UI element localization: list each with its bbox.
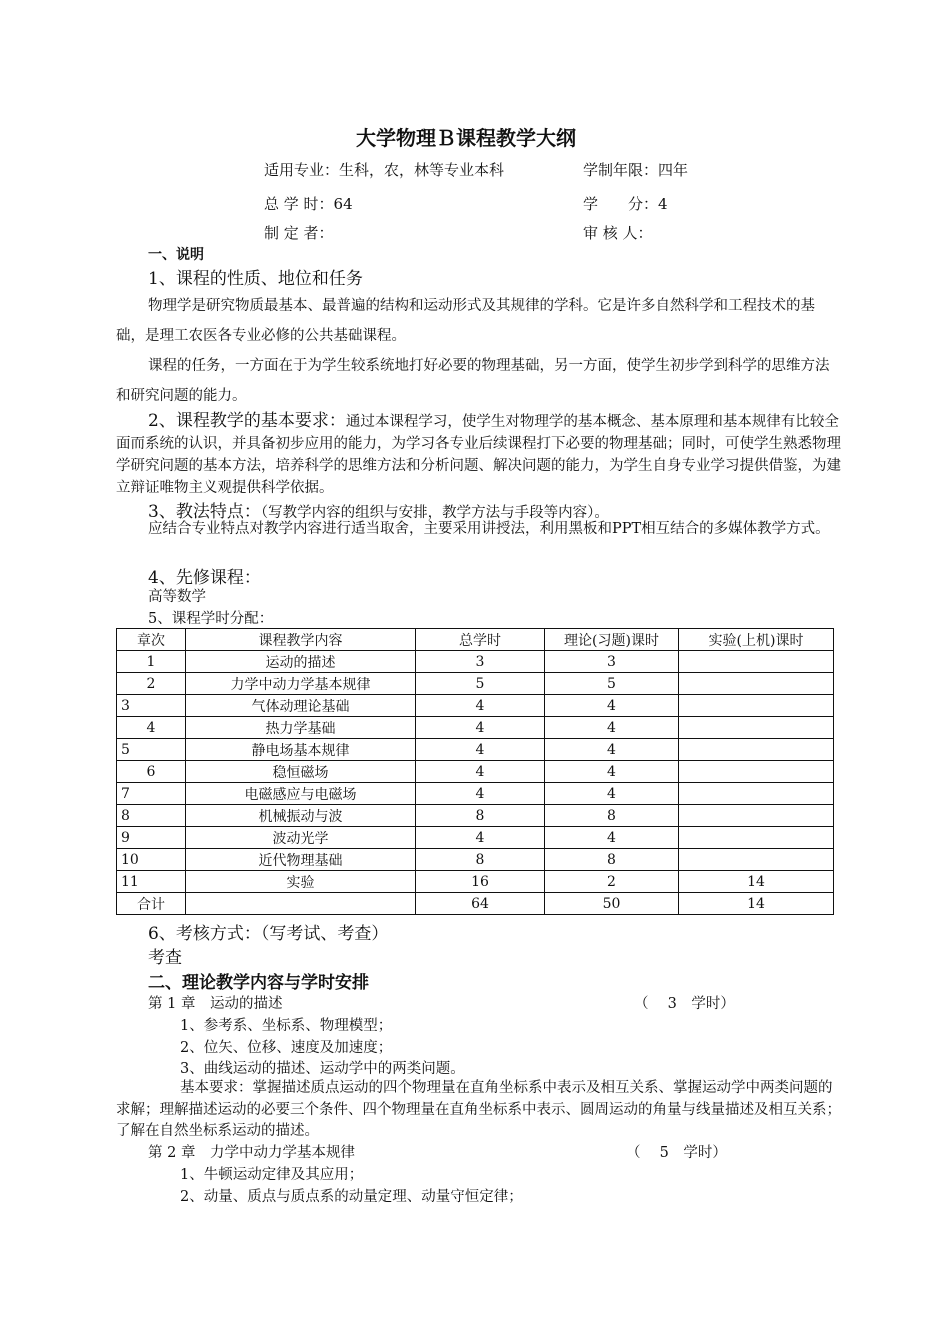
chapter-1-item-3: 3、曲线运动的描述、运动学中的两类问题。	[180, 1061, 465, 1077]
header-total: 总学时	[416, 629, 545, 651]
lab-hours-cell	[679, 695, 834, 717]
chapter-no: 1	[117, 651, 186, 673]
table-row	[117, 651, 834, 673]
chapter-no: 3	[117, 695, 186, 717]
lab-hours-cell	[679, 761, 834, 783]
study-duration: 学制年限：四年	[583, 161, 689, 179]
chapter-no: 5	[117, 739, 186, 761]
chapter-2-title: 第 2 章 力学中动力学基本规律	[148, 1145, 355, 1161]
table-row	[117, 717, 834, 739]
section-2-heading: 二、理论教学内容与学时安排	[148, 973, 369, 993]
lab-hours-cell	[679, 783, 834, 805]
chapter-content: 稳恒磁场	[186, 761, 416, 783]
chapter-no: 9	[117, 827, 186, 849]
exam-note: （写考试、考查）	[260, 924, 389, 944]
lab-hours-cell	[679, 673, 834, 695]
nature-paragraph-2: 课程的任务，一方面在于为学生较系统地打好必要的物理基础，另一方面，使学生初步学到科学的思维方法和研究问题的能力。	[116, 358, 830, 404]
theory-hours-cell: 4	[545, 739, 679, 761]
total-hours-cell: 4	[416, 695, 545, 717]
nature-paragraph-1: 物理学是研究物质最基本、最普遍的结构和运动形式及其规律的学科。它是许多自然科学和工程技术的基础，是理工农医各专业必修的公共基础课程。	[116, 298, 815, 344]
total-hours-cell: 4	[416, 739, 545, 761]
chapter-no: 11	[117, 871, 186, 893]
table-row	[117, 761, 834, 783]
lab-hours-cell: 14	[679, 893, 834, 915]
theory-hours-cell: 4	[545, 761, 679, 783]
table-total-row	[117, 893, 834, 915]
prereq-heading: 4、先修课程：	[148, 568, 261, 588]
header-chapter: 章次	[117, 629, 186, 651]
table-row	[117, 739, 834, 761]
theory-hours-cell: 3	[545, 651, 679, 673]
theory-hours-cell: 4	[545, 783, 679, 805]
chapter-no: 6	[117, 761, 186, 783]
theory-hours-cell: 4	[545, 827, 679, 849]
chapter-content: 静电场基本规律	[186, 739, 416, 761]
exam-line	[148, 919, 388, 944]
lab-hours-cell	[679, 827, 834, 849]
lab-hours-cell	[679, 651, 834, 673]
total-hours-cell: 3	[416, 651, 545, 673]
table-row	[117, 673, 834, 695]
chapter-2-item-2: 2、动量、质点与质点系的动量定理、动量守恒定律；	[180, 1189, 523, 1205]
prereq-text: 高等数学	[148, 589, 206, 605]
lab-hours-cell	[679, 849, 834, 871]
chapter-content: 近代物理基础	[186, 849, 416, 871]
table-row	[117, 849, 834, 871]
header-content: 课程教学内容	[186, 629, 416, 651]
page-title: 大学物理Ｂ课程教学大纲	[356, 126, 576, 150]
header-theory: 理论(习题)课时	[545, 629, 679, 651]
lab-hours-cell: 14	[679, 871, 834, 893]
total-hours-cell: 16	[416, 871, 545, 893]
total-hours-cell: 8	[416, 849, 545, 871]
total-hours-cell: 4	[416, 783, 545, 805]
total-hours-cell: 64	[416, 893, 545, 915]
total-hours-cell: 4	[416, 827, 545, 849]
chapter-1-item-2: 2、位矢、位移、速度及加速度；	[180, 1040, 393, 1056]
table-row	[117, 805, 834, 827]
header-lab: 实验(上机)课时	[679, 629, 834, 651]
total-hours: 总 学 时：64	[264, 195, 353, 213]
total-hours-cell: 5	[416, 673, 545, 695]
table-row	[117, 827, 834, 849]
chapter-no: 2	[117, 673, 186, 695]
theory-hours-cell: 2	[545, 871, 679, 893]
lab-hours-cell	[679, 717, 834, 739]
theory-hours-cell: 4	[545, 717, 679, 739]
theory-hours-cell: 4	[545, 695, 679, 717]
exam-heading: 6、考核方式：	[148, 924, 261, 944]
alloc-heading: 5、课程学时分配：	[148, 611, 274, 627]
theory-hours-cell: 8	[545, 849, 679, 871]
credits: 学 分：4	[583, 195, 668, 213]
method-text: 应结合专业特点对教学内容进行适当取舍，主要采用讲授法，利用黑板和PPT相互结合的多媒体教学方式。	[148, 521, 830, 537]
total-hours-cell: 4	[416, 717, 545, 739]
chapter-no: 4	[117, 717, 186, 739]
chapter-content: 电磁感应与电磁场	[186, 783, 416, 805]
chapter-1-hours: （ 3 学时）	[634, 996, 735, 1012]
theory-hours-cell: 5	[545, 673, 679, 695]
chapter-1-item-1: 1、参考系、坐标系、物理模型；	[180, 1018, 393, 1034]
chapter-content: 实验	[186, 871, 416, 893]
requirements-text: 通过本课程学习，使学生对物理学的基本概念、基本原理和基本规律有比较全面而系统的认识，并具备初步应用的能力，为学习各专业后续课程打下必要的物理基础；同时，可使学生熟悉物理学研究问题的基本方法，培养科学的思维方法和分析问题、解决问题的能力，为学生自身专业学习提供借鉴，为建立辩证唯物主义观提供科学依据。	[116, 414, 841, 496]
chapter-2-item-1: 1、牛顿运动定律及其应用；	[180, 1167, 364, 1183]
theory-hours-cell: 50	[545, 893, 679, 915]
table-row	[117, 871, 834, 893]
chapter-no: 10	[117, 849, 186, 871]
total-hours-cell: 4	[416, 761, 545, 783]
nature-heading: 1、课程的性质、地位和任务	[148, 269, 363, 289]
reviewer-label: 审 核 人：	[583, 224, 653, 242]
chapter-content: 运动的描述	[186, 651, 416, 673]
chapter-content: 力学中动力学基本规律	[186, 673, 416, 695]
section-1-heading: 一、说明	[148, 247, 204, 263]
exam-text: 考查	[148, 948, 182, 968]
table-header-row	[117, 629, 834, 651]
method-heading: 3、教法特点：	[148, 502, 261, 522]
requirements-paragraph	[116, 410, 846, 499]
theory-hours-cell: 8	[545, 805, 679, 827]
chapter-content: 热力学基础	[186, 717, 416, 739]
chapter-no: 8	[117, 805, 186, 827]
chapter-2-hours: （ 5 学时）	[626, 1145, 727, 1161]
table-row	[117, 783, 834, 805]
total-label: 合计	[117, 893, 186, 915]
author-label: 制 定 者：	[264, 224, 334, 242]
lab-hours-cell	[679, 805, 834, 827]
total-hours-cell: 8	[416, 805, 545, 827]
chapter-no: 7	[117, 783, 186, 805]
chapter-content	[186, 893, 416, 915]
chapter-1-title: 第 1 章 运动的描述	[148, 996, 283, 1012]
lab-hours-cell	[679, 739, 834, 761]
chapter-content: 气体动理论基础	[186, 695, 416, 717]
chapter-content: 机械振动与波	[186, 805, 416, 827]
hours-allocation-table	[116, 628, 834, 915]
method-note: （写教学内容的组织与安排，教学方法与手段等内容）。	[260, 505, 609, 521]
chapter-1-requirements: 基本要求：掌握描述质点运动的四个物理量在直角坐标系中表示及相互关系、掌握运动学中两类问题的求解；理解描述运动的必要三个条件、四个物理量在直角坐标系中表示、圆周运动的角量与线量描述及相互关系；了解在自然坐标系运动的描述。	[116, 1080, 841, 1139]
requirements-heading: 2、课程教学的基本要求：	[148, 411, 346, 431]
applicable-major: 适用专业：生科，农，林等专业本科	[264, 161, 505, 179]
chapter-content: 波动光学	[186, 827, 416, 849]
table-row	[117, 695, 834, 717]
